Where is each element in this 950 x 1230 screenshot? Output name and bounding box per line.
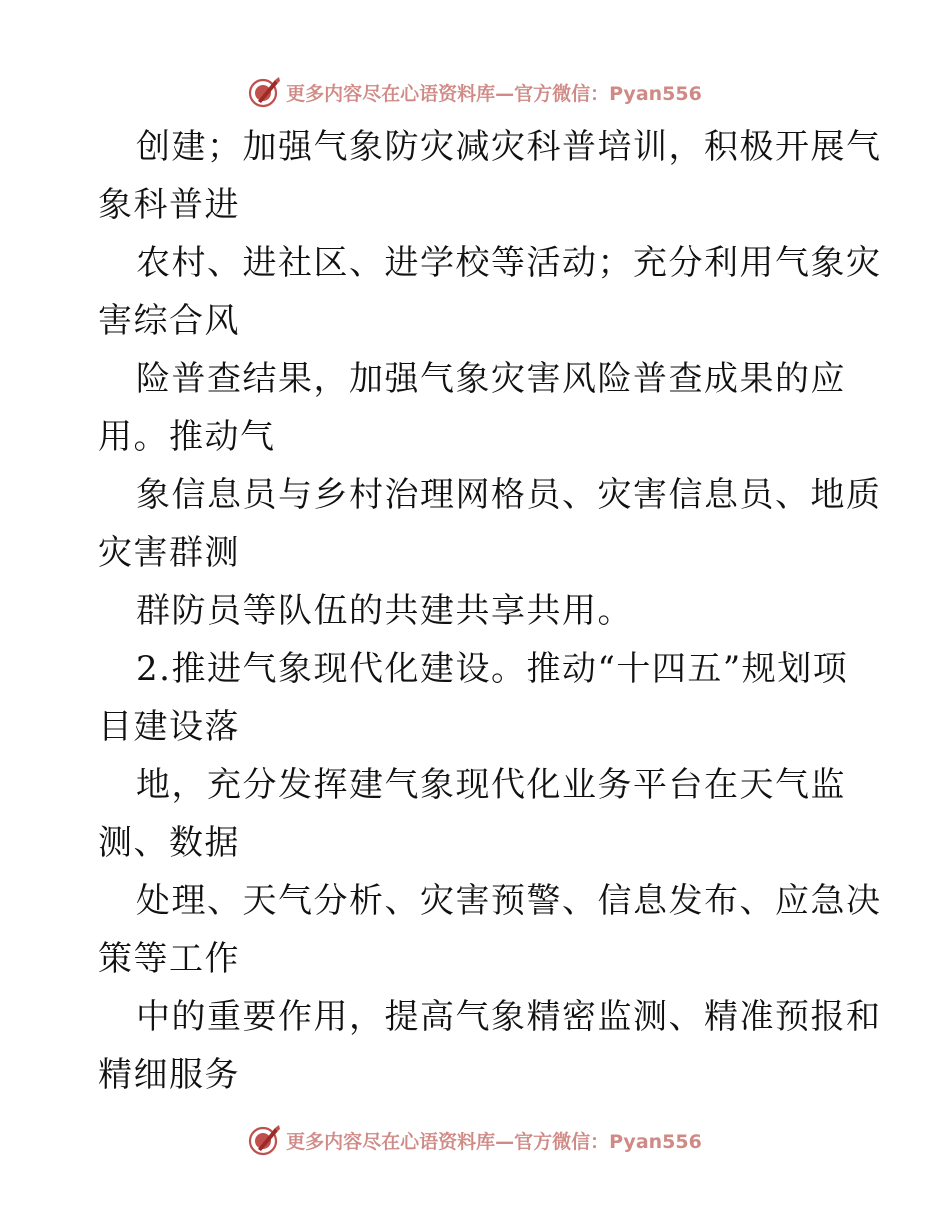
text-line: 农村、进社区、进学校等活动；充分利用气象灾 xyxy=(136,243,882,283)
text-line: 群防员等队伍的共建共享共用。 xyxy=(136,591,633,631)
brand-logo-icon xyxy=(248,1123,282,1157)
text-line: 象科普进 xyxy=(98,185,240,225)
footer-banner-text: 更多内容尽在心语资料库—官方微信：Pyan556 xyxy=(286,1130,702,1153)
footer-banner xyxy=(0,1118,950,1162)
header-banner-text: 更多内容尽在心语资料库—官方微信：Pyan556 xyxy=(286,82,702,105)
text-line: 测、数据 xyxy=(98,823,240,863)
text-line: 目建设落 xyxy=(98,707,240,747)
text-line: 精细服务 xyxy=(98,1055,240,1095)
text-line: 中的重要作用，提高气象精密监测、精准预报和 xyxy=(136,997,882,1037)
text-line: 地，充分发挥建气象现代化业务平台在天气监 xyxy=(136,765,846,805)
text-line: 象信息员与乡村治理网格员、灾害信息员、地质 xyxy=(136,475,882,515)
document-body xyxy=(98,118,882,1104)
text-line: 处理、天气分析、灾害预警、信息发布、应急决 xyxy=(136,881,882,921)
text-line: 用。推动气 xyxy=(98,417,276,457)
text-line: 2.推进气象现代化建设。推动“十四五”规划项 xyxy=(136,649,849,689)
text-line: 害综合风 xyxy=(98,301,240,341)
text-line: 灾害群测 xyxy=(98,533,240,573)
text-line: 策等工作 xyxy=(98,939,240,979)
text-line: 创建；加强气象防灾减灾科普培训，积极开展气 xyxy=(136,127,882,167)
header-banner xyxy=(0,70,950,114)
brand-logo-icon xyxy=(248,75,282,109)
text-line: 险普查结果，加强气象灾害风险普查成果的应 xyxy=(136,359,846,399)
